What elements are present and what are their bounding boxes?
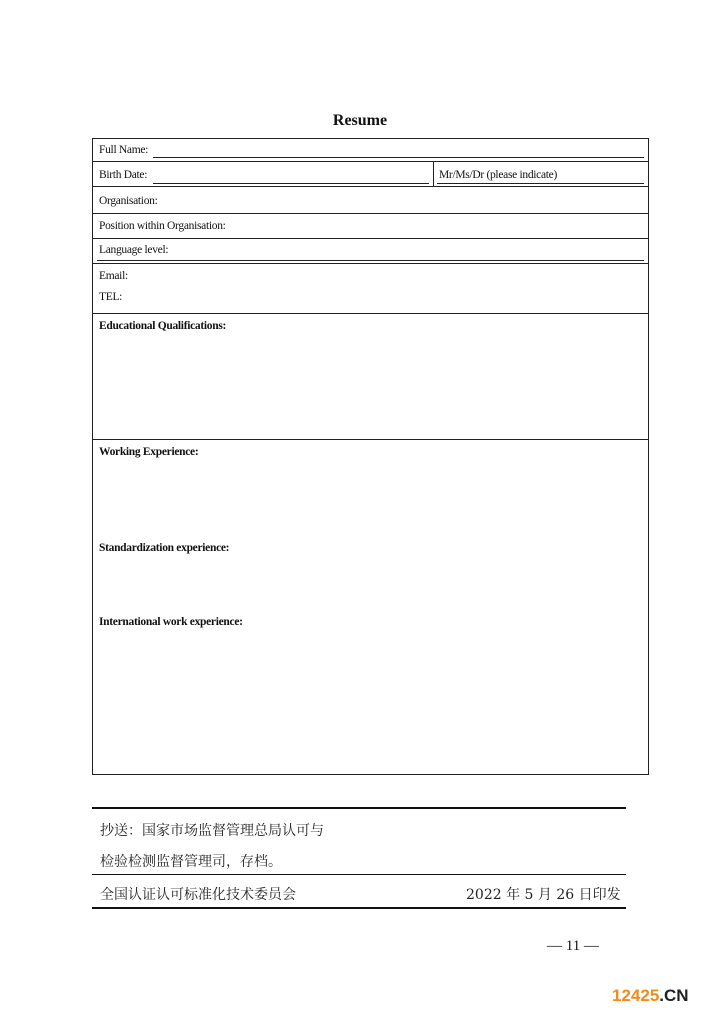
column-divider	[433, 161, 434, 186]
salutation-label: Mr/Ms/Dr (please indicate)	[439, 169, 558, 181]
educational-qualifications-heading: Educational Qualifications:	[99, 320, 227, 332]
tel-label: TEL:	[99, 291, 123, 303]
footer-top-rule	[92, 807, 626, 809]
issuer-name: 全国认证认可标准化技术委员会	[100, 887, 296, 903]
row-divider	[93, 186, 648, 187]
watermark-number: 12425	[612, 986, 660, 1005]
language-level-label: Language level:	[99, 244, 169, 256]
birth-date-underline	[153, 183, 429, 184]
full-name-underline	[153, 157, 644, 158]
working-experience-heading: Working Experience:	[99, 446, 199, 458]
language-level-underline	[97, 260, 644, 261]
footer-bottom-rule	[92, 907, 626, 909]
cc-line-1: 抄送：国家市场监督管理总局认可与	[100, 823, 324, 839]
site-watermark	[612, 986, 689, 1006]
salutation-underline	[437, 183, 644, 184]
email-label: Email:	[99, 270, 128, 282]
row-divider	[93, 161, 648, 162]
full-name-label: Full Name:	[99, 144, 149, 156]
organisation-label: Organisation:	[99, 195, 158, 207]
row-divider	[93, 238, 648, 239]
row-divider	[93, 213, 648, 214]
birth-date-label: Birth Date:	[99, 169, 148, 181]
position-label: Position within Organisation:	[99, 220, 226, 232]
row-divider	[93, 263, 648, 264]
resume-form	[92, 138, 649, 775]
watermark-dot: .	[659, 986, 665, 1005]
section-divider	[93, 439, 648, 440]
cc-line-2: 检验检测监督管理司，存档。	[100, 854, 282, 870]
standardization-experience-heading: Standardization experience:	[99, 542, 230, 554]
international-experience-heading: International work experience:	[99, 616, 243, 628]
resume-title: Resume	[332, 112, 388, 129]
watermark-suffix: CN	[664, 986, 689, 1005]
row-divider	[93, 313, 648, 314]
footer-middle-rule	[92, 874, 626, 875]
print-date: 2022 年 5 月 26 日印发	[466, 887, 621, 903]
page-number: — 11 —	[547, 938, 599, 954]
